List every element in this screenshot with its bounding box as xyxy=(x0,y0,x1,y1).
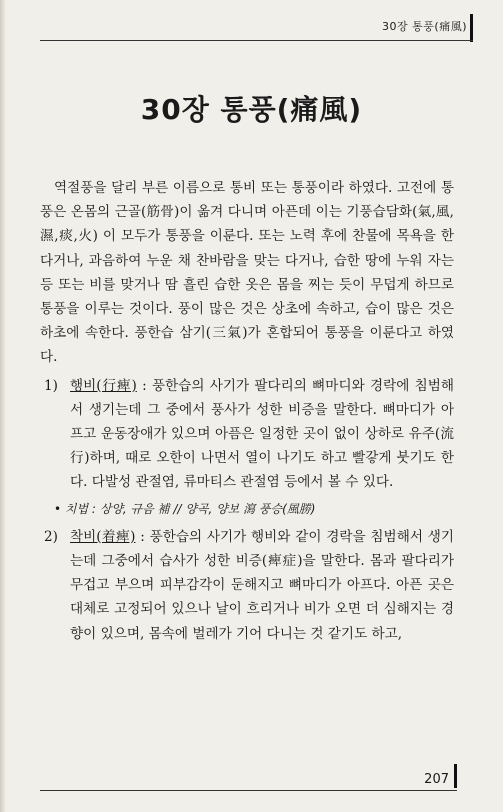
running-header: 30장 통풍(痛風) xyxy=(382,20,467,33)
header-rule xyxy=(40,40,473,41)
treatment-note: • 치법 : 상양, 규음 補 // 양곡, 양보 瀉 풍승(風勝) xyxy=(54,501,316,516)
item-text: : 풍한습의 사기가 팔다리의 뼈마디와 경락에 침범해서 생기는데 그 중에서 풍사가 성한 비증을 말한다. 뼈마디가 아프고 운동장애가 있으며 아픔은 일정한 곳이 없이 상하로 유주(流行)하며, 때로 오한이 나면서 열이 나기도 하고 빨갛게 붓기도 한다. 다발성 관절염, 류마티스 관절염 등에서 볼 수 있다. xyxy=(70,377,455,491)
intro-paragraph: 역절풍을 달리 부른 이름으로 통비 또는 통풍이라 하였다. 고전에 통풍은 온몸의 근골(筋骨)이 옮겨 다니며 아픈데 이는 기풍습담화(氣,風,濕,痰,火) 이 모두가 통풍을 이룬다. 또는 노력 후에 찬물에 목욕을 한다거나, 과음하여 누운 채 찬바람을 맞는 다거나, 습한 땅에 누워 자는 등 또는 비를 맞거나 땀 흘린 습한 옷은 몸을 찌는 듯이 무덥게 하므로 통풍을 이루는 것이다. 풍이 많은 것은 상초에 속하고, 습이 많은 것은 하초에 속한다. 풍한습 삼기(三氣)가 혼합되어 통풍을 이룬다고 하였다. xyxy=(40,180,454,366)
item-text: : 풍한습의 사기가 행비와 같이 경락을 침범해서 생기는데 그중에서 습사가 성한 비증(痺症)을 말한다. 몸과 팔다리가 무겁고 부으며 피부감각이 둔해지고 뼈마디가 아프다. 아픈 곳은 대체로 고정되어 있으나 날이 흐리거나 비가 오면 더 심해지는 경향이 있으며, 몸속에 벌레가 기어 다니는 것 같기도 하고, xyxy=(70,528,454,642)
list-item xyxy=(40,525,454,646)
item-heading: 행비(行痺) xyxy=(70,377,137,394)
header-bar xyxy=(470,14,473,42)
page-number: 207 xyxy=(424,772,449,787)
list-item xyxy=(40,374,454,495)
body-text xyxy=(40,176,454,646)
chapter-title: 30장 통풍(痛風) xyxy=(140,93,363,126)
footer-bar xyxy=(454,764,457,788)
footer-rule xyxy=(40,790,457,791)
item-number: 1) xyxy=(44,377,58,394)
item-number: 2) xyxy=(44,528,58,545)
item-heading: 착비(着痺) xyxy=(70,528,136,545)
